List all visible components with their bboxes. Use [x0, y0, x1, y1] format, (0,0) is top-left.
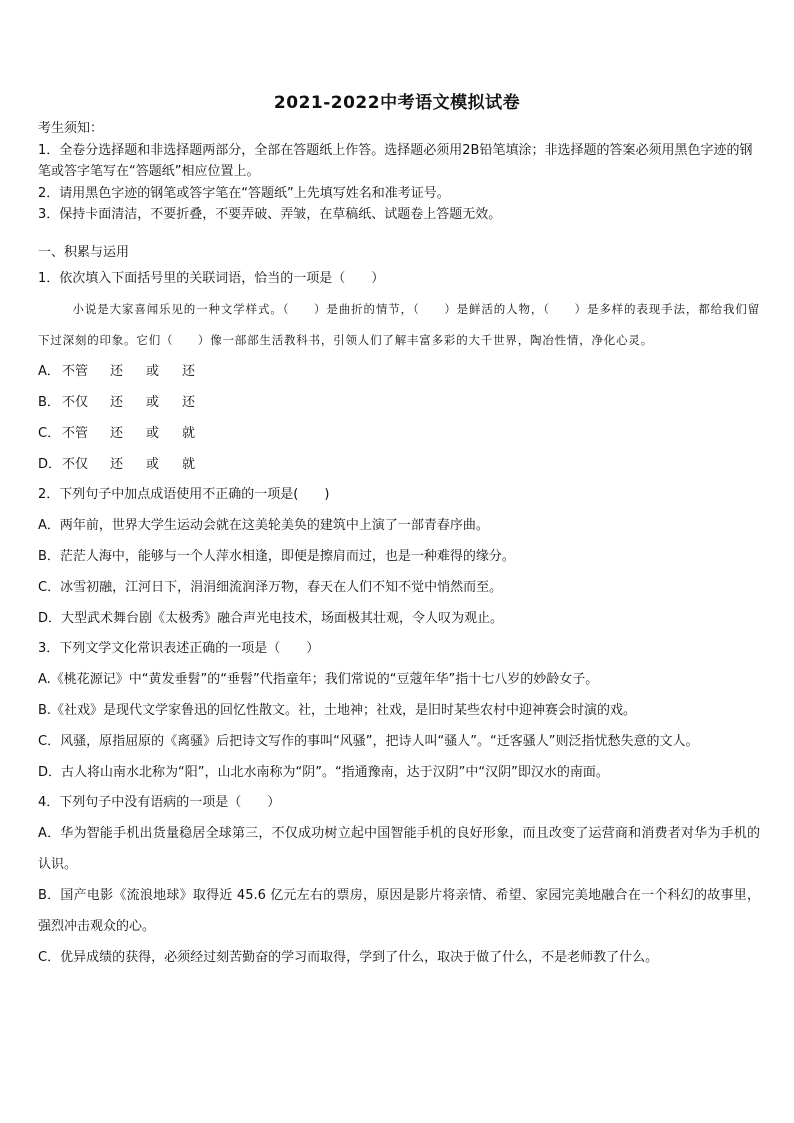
option-word: 或 — [146, 395, 160, 410]
question-2-option-c: C．冰雪初融，江河日下，涓涓细流润泽万物，春天在人们不知不觉中悄然而至。 — [38, 580, 503, 595]
question-4-option-b: B．国产电影《流浪地球》取得近 45.6 亿元左右的票房，原因是影片将亲情、希望、家园完美地融合在一个科幻的故事里，强烈冲击观众的心。 — [38, 888, 760, 934]
exam-notice — [38, 118, 760, 226]
option-word: 或 — [146, 457, 160, 472]
question-3-option-b: B.《社戏》是现代文学家鲁迅的回忆性散文。社，土地神；社戏，是旧时某些农村中迎神赛会时演的戏。 — [38, 703, 637, 718]
question-2-stem: 2．下列句子中加点成语使用不正确的一项是( ) — [38, 487, 330, 502]
option-word: 不仅 — [62, 395, 89, 410]
question-1-option-b — [38, 387, 760, 418]
question-2-option-a: A．两年前，世界大学生运动会就在这美轮美奂的建筑中上演了一部青春序曲。 — [38, 518, 489, 533]
page-title: 2021-2022中考语文模拟试卷 — [273, 93, 521, 113]
question-3-option-d: D．古人将山南水北称为“阳”，山北水南称为“阴”。“指通豫南，达于汉阴”中“汉阴”即汉水的南面。 — [38, 765, 609, 780]
option-word: 或 — [146, 364, 160, 379]
option-word: 就 — [182, 426, 196, 441]
question-1-option-a — [38, 356, 760, 387]
notice-heading: 考生须知： — [38, 121, 104, 136]
option-label: B． — [38, 395, 60, 410]
question-4-option-a: A．华为智能手机出货量稳居全球第三，不仅成功树立起中国智能手机的良好形象，而且改变了运营商和消费者对华为手机的认识。 — [38, 826, 760, 872]
option-label: A． — [38, 364, 60, 379]
question-2-option-d: D．大型武术舞台剧《太极秀》融合声光电技术，场面极其壮观，令人叹为观止。 — [38, 611, 504, 626]
option-word: 不管 — [62, 426, 89, 441]
option-word: 就 — [182, 457, 196, 472]
option-word: 还 — [182, 364, 196, 379]
question-1-option-d — [38, 449, 760, 480]
question-3-option-a: A.《桃花源记》中“黄发垂髫”的“垂髫”代指童年；我们常说的“豆蔻年华”指十七八岁的妙龄女子。 — [38, 672, 599, 687]
question-4-stem: 4．下列句子中没有语病的一项是（ ） — [38, 795, 281, 810]
question-1-stem: 1．依次填入下面括号里的关联词语，恰当的一项是（ ） — [38, 271, 385, 286]
option-word: 或 — [146, 426, 160, 441]
question-2-option-b: B．茫茫人海中，能够与一个人萍水相逢，即便是擦肩而过，也是一种难得的缘分。 — [38, 549, 515, 564]
question-3-option-c: C．风骚，原指屈原的《离骚》后把诗文写作的事叫“风骚”，把诗人叫“骚人”。“迁客骚人”则泛指忧愁失意的文人。 — [38, 734, 699, 749]
question-4-option-c: C．优异成绩的获得，必须经过刻苦勤奋的学习而取得，学到了什么，取决于做了什么，不是老师教了什么。 — [38, 950, 659, 965]
option-word: 不仅 — [62, 457, 89, 472]
option-word: 还 — [110, 457, 124, 472]
option-word: 还 — [110, 364, 124, 379]
question-1-passage: 小说是大家喜闻乐见的一种文学样式。（ ）是曲折的情节，（ ）是鲜活的人物，（ ）是多样的表现手法，都给我们留下过深刻的印象。它们（ ）像一部部生活教科书，引领人们了解丰富多彩的大千世界，陶冶性情，净化心灵。 — [38, 302, 760, 347]
option-label: D． — [38, 457, 62, 472]
option-word: 不管 — [62, 364, 89, 379]
question-1-option-c — [38, 418, 760, 449]
notice-item: 2．请用黑色字迹的钢笔或答字笔在“答题纸”上先填写姓名和准考证号。 — [38, 185, 450, 201]
question-content — [38, 242, 760, 973]
question-3-stem: 3．下列文学文化常识表述正确的一项是（ ） — [38, 641, 320, 656]
option-word: 还 — [182, 395, 196, 410]
option-word: 还 — [110, 395, 124, 410]
option-word: 还 — [110, 426, 124, 441]
notice-item: 1．全卷分选择题和非选择题两部分，全部在答题纸上作答。选择题必须用2B铅笔填涂；非选择题的答案必须用黑色字迹的钢笔或答字笔写在“答题纸”相应位置上。 — [38, 142, 753, 179]
section-title: 一、积累与运用 — [38, 245, 130, 260]
option-label: C． — [38, 426, 61, 441]
notice-item: 3．保持卡面清洁，不要折叠，不要弄破、弄皱，在草稿纸、试题卷上答题无效。 — [38, 207, 502, 222]
